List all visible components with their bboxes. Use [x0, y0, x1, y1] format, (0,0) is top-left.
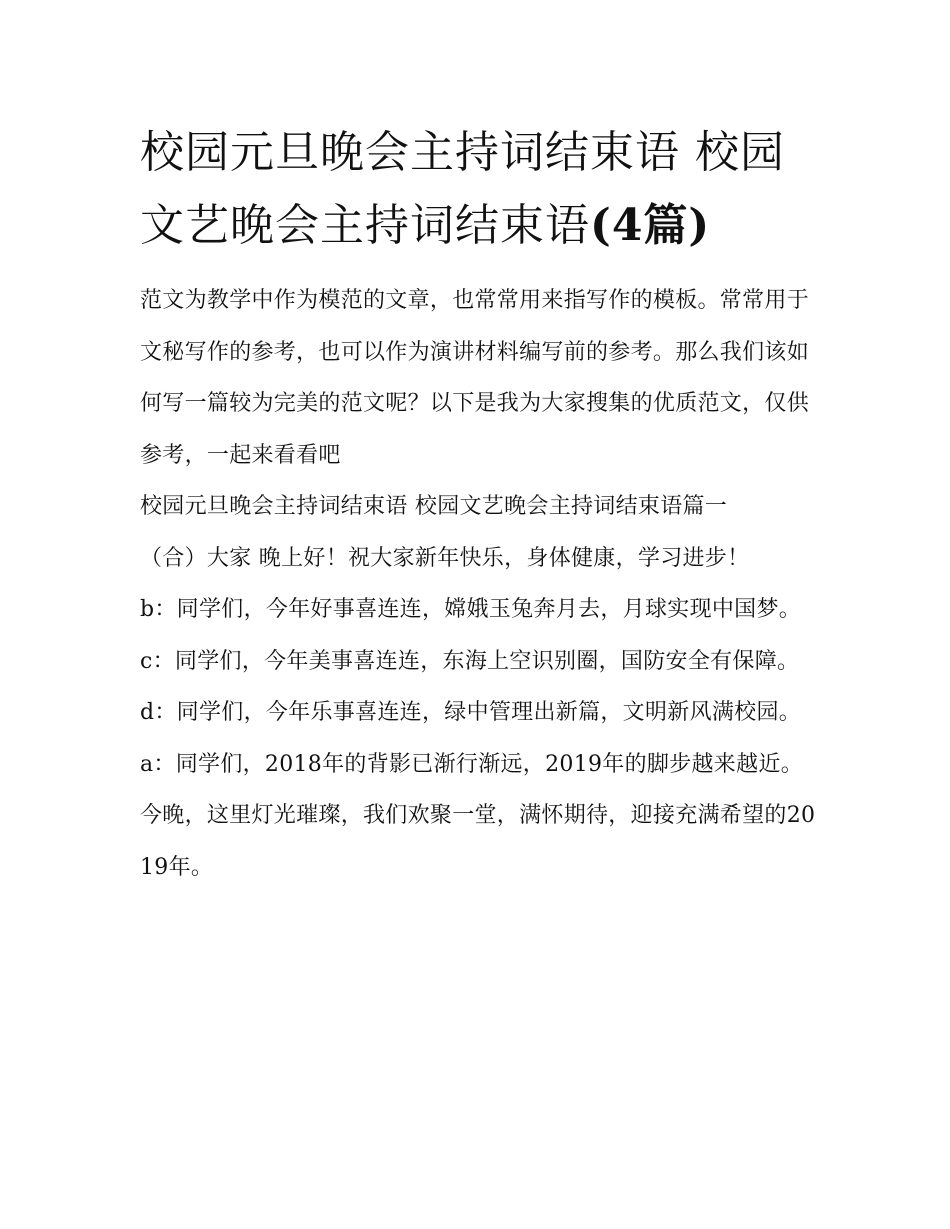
greeting-paragraph: （合）大家 晚上好！祝大家新年快乐，身体健康，学习进步！: [140, 545, 750, 571]
host-d-paragraph: d：同学们，今年乐事喜连连，绿中管理出新篇，文明新风满校园。: [140, 700, 802, 725]
title-main: 校园元旦晚会主持词结束语 校园文艺晚会主持词结束语: [140, 127, 785, 251]
document-title: [140, 116, 820, 262]
section-heading: 校园元旦晚会主持词结束语 校园文艺晚会主持词结束语篇一: [140, 494, 728, 519]
host-a-paragraph: a：同学们，2018年的背影已渐行渐远，2019年的脚步越来越近。今晚，这里灯光璀璨，我们欢聚一堂，满怀期待，迎接充满希望的2019年。: [140, 751, 816, 880]
host-b-c-paragraph: b：同学们，今年好事喜连连，嫦娥玉兔奔月去，月球实现中国梦。 c：同学们，今年美事喜连连，东海上空识别圈，国防安全有保障。: [140, 597, 802, 674]
intro-paragraph: 范文为教学中作为模范的文章，也常常用来指写作的模板。常常用于文秘写作的参考，也可以作为演讲材料编写前的参考。那么我们该如何写一篇较为完美的范文呢？以下是我为大家搜集的优质范文，仅供参考，一起来看看吧: [140, 288, 810, 468]
document-page: [140, 116, 820, 893]
title-tail: (4篇): [590, 200, 711, 251]
